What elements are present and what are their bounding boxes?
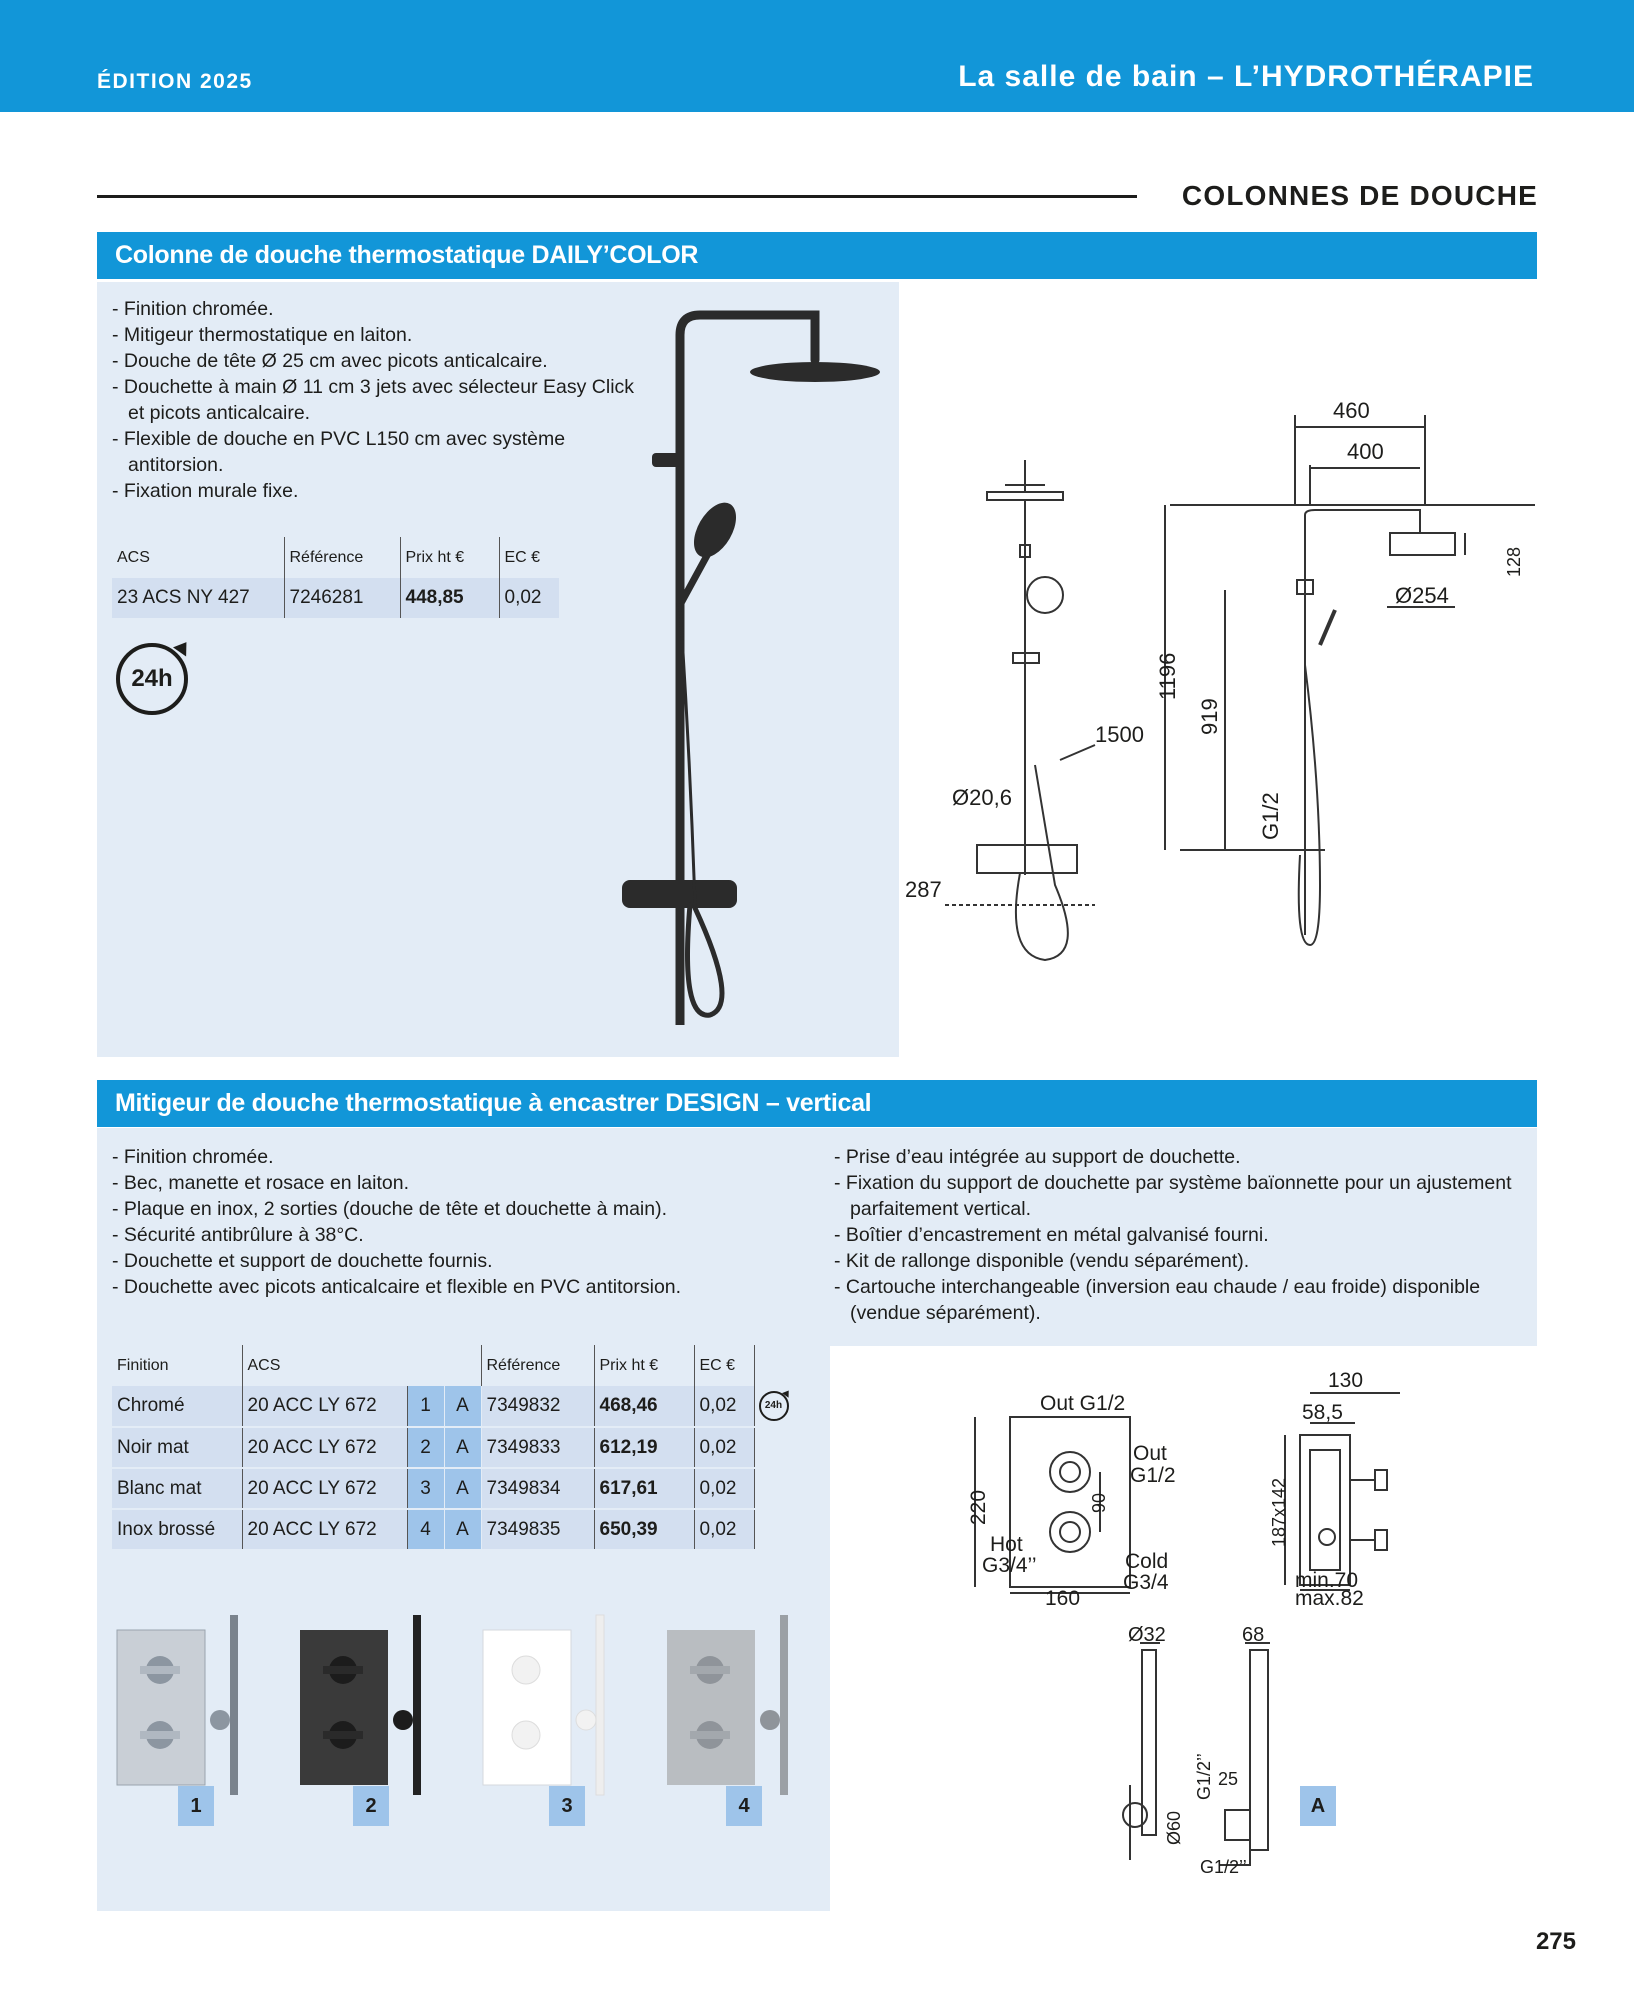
table-cell: 20 ACC LY 672 [242, 1509, 407, 1550]
table-row [112, 1468, 794, 1509]
table-cell: 20 ACC LY 672 [242, 1386, 407, 1427]
dim-206: Ø20,6 [952, 785, 1012, 810]
table-cell: Blanc mat [112, 1468, 242, 1509]
table-header: Prix ht € [400, 537, 499, 578]
section-rule [97, 195, 1137, 198]
badge-24h-icon: 24h [759, 1391, 789, 1421]
table-cell: 20 ACC LY 672 [242, 1468, 407, 1509]
dim-cold: Cold [1125, 1550, 1169, 1573]
table-cell: 0,02 [499, 578, 559, 619]
dim-box: 187x142 [1269, 1477, 1289, 1547]
dim-160: 160 [1045, 1587, 1081, 1610]
list-item: - Finition chromée. [112, 296, 652, 322]
list-item: - Boîtier d’encastrement en métal galvanisé fourni. [834, 1222, 1524, 1248]
table-header: ACS [112, 537, 284, 578]
product1-title-bar [97, 232, 1537, 279]
list-item: - Douchette à main Ø 11 cm 3 jets avec sélecteur Easy Click et picots anticalcaire. [112, 374, 652, 426]
product1-title: Colonne de douche thermostatique DAILY’COLOR [115, 241, 699, 269]
table-header: Référence [284, 537, 400, 578]
list-item: - Kit de rallonge disponible (vendu séparément). [834, 1248, 1524, 1274]
table-cell: 0,02 [694, 1468, 754, 1509]
table-cell: 0,02 [694, 1427, 754, 1468]
table-row [112, 1386, 794, 1427]
variant-label-2: 2 [353, 1786, 389, 1826]
list-item: - Douchette avec picots anticalcaire et flexible en PVC antitorsion. [112, 1274, 812, 1300]
dim-hot-g: G3/4’’ [982, 1554, 1037, 1577]
variant-cell: 4 [407, 1509, 444, 1550]
price-cell: 617,61 [594, 1468, 694, 1509]
table-row [112, 1427, 794, 1468]
variant-cell: 1 [407, 1386, 444, 1427]
table-cell: Chromé [112, 1386, 242, 1427]
dim-460: 460 [1333, 398, 1370, 423]
price-cell: 468,46 [594, 1386, 694, 1427]
dim-min: min.70 [1295, 1569, 1359, 1592]
table-cell: 0,02 [694, 1509, 754, 1550]
dim-g12a: G1/2’’ [1194, 1753, 1214, 1800]
accessory-cell: A [444, 1386, 481, 1427]
product2-title-bar [97, 1080, 1537, 1127]
list-item: - Cartouche interchangeable (inversion eau chaude / eau froide) disponible (vendue séparément). [834, 1274, 1524, 1326]
table-cell: 7246281 [284, 578, 400, 619]
page-heading: La salle de bain – L’HYDROTHÉRAPIE [958, 60, 1534, 93]
accessory-cell: A [444, 1468, 481, 1509]
table-header [444, 1345, 481, 1386]
mixer-dimension-labels [967, 1369, 1364, 1610]
table-cell: 23 ACS NY 427 [112, 578, 284, 619]
dim-out-g: G1/2 [1130, 1464, 1176, 1487]
dim-25: 25 [1218, 1769, 1239, 1789]
price-cell: 650,39 [594, 1509, 694, 1550]
variant-cell: 2 [407, 1427, 444, 1468]
page-number: 275 [1535, 1928, 1576, 1955]
side-view [1060, 415, 1535, 945]
product2-features-right [834, 1144, 1524, 1326]
product1-table [112, 537, 559, 620]
dim-400: 400 [1347, 439, 1384, 464]
dim-919: 919 [1197, 698, 1222, 735]
handshower-technical-drawing [1100, 1625, 1300, 1880]
variant-label-1: 1 [178, 1786, 214, 1826]
dim-128: 128 [1504, 546, 1524, 577]
table-header-row [112, 537, 559, 578]
price-cell: 448,85 [400, 578, 499, 619]
table-cell: 7349835 [481, 1509, 594, 1550]
accessory-cell: A [444, 1427, 481, 1468]
dim-287: 287 [905, 877, 942, 902]
section-title: COLONNES DE DOUCHE [1181, 180, 1538, 211]
dim-60: Ø60 [1164, 1810, 1184, 1845]
variant-label-3: 3 [549, 1786, 585, 1826]
table-row [112, 1509, 794, 1550]
list-item: - Fixation murale fixe. [112, 478, 652, 504]
table-cell: 7349834 [481, 1468, 594, 1509]
product1-technical-drawing [895, 385, 1545, 985]
variant-photo-brushed [662, 1610, 802, 1810]
accessory-label: A [1300, 1786, 1336, 1826]
mixer-technical-drawing [955, 1365, 1435, 1620]
list-item: - Prise d’eau intégrée au support de douchette. [834, 1144, 1524, 1170]
dim-68: 68 [1242, 1625, 1265, 1646]
dim-254: Ø254 [1395, 583, 1449, 608]
dim-out: Out [1133, 1442, 1167, 1465]
table-cell: 0,02 [694, 1386, 754, 1427]
product2-title: Mitigeur de douche thermostatique à encastrer DESIGN – vertical [115, 1089, 872, 1117]
variant-photo-chrome [112, 1610, 252, 1810]
dimension-labels [905, 398, 1524, 902]
dim-130: 130 [1328, 1369, 1364, 1392]
table-header: ACS [247, 1356, 281, 1374]
dim-g12b: G1/2’’ [1200, 1857, 1247, 1877]
table-cell: 7349833 [481, 1427, 594, 1468]
table-header [407, 1345, 444, 1386]
table-header: EC € [694, 1345, 754, 1386]
list-item: - Douchette et support de douchette fournis. [112, 1248, 812, 1274]
table-cell: Inox brossé [112, 1509, 242, 1550]
variant-label-4: 4 [726, 1786, 762, 1826]
variant-photo-black [295, 1610, 435, 1810]
dim-1500: 1500 [1095, 722, 1144, 747]
dim-max: max.82 [1295, 1587, 1364, 1610]
dim-32: Ø32 [1128, 1625, 1166, 1646]
front-view [945, 460, 1095, 960]
table-row [112, 578, 559, 619]
edition-label: ÉDITION 2025 [97, 70, 253, 93]
dim-58-5: 58,5 [1302, 1401, 1343, 1424]
dim-out-top: Out G1/2 [1040, 1392, 1126, 1415]
table-header: Prix ht € [594, 1345, 694, 1386]
list-item: - Douche de tête Ø 25 cm avec picots anticalcaire. [112, 348, 652, 374]
shower-column-photo [600, 305, 900, 1025]
table-header: Référence [481, 1345, 594, 1386]
badge-24h-icon: 24h [116, 643, 188, 715]
product2-table [112, 1345, 794, 1551]
variant-cell: 3 [407, 1468, 444, 1509]
list-item: - Mitigeur thermostatique en laiton. [112, 322, 652, 348]
table-cell: Noir mat [112, 1427, 242, 1468]
dim-220: 220 [967, 1489, 990, 1525]
list-item: - Finition chromée. [112, 1144, 812, 1170]
variant-photo-white [478, 1610, 618, 1810]
dim-g12: G1/2 [1258, 792, 1283, 840]
table-header-row [112, 1345, 794, 1386]
list-item: - Sécurité antibrûlure à 38°C. [112, 1222, 812, 1248]
table-header: Finition [112, 1345, 242, 1386]
table-cell: 7349832 [481, 1386, 594, 1427]
list-item: - Flexible de douche en PVC L150 cm avec système antitorsion. [112, 426, 652, 478]
product2-features-left [112, 1144, 812, 1300]
table-cell: 20 ACC LY 672 [242, 1427, 407, 1468]
badge-cell [754, 1386, 794, 1427]
product1-features [112, 296, 652, 504]
list-item: - Plaque en inox, 2 sorties (douche de tête et douchette à main). [112, 1196, 812, 1222]
dim-cold-g: G3/4 [1123, 1571, 1169, 1594]
accessory-cell: A [444, 1509, 481, 1550]
list-item: - Bec, manette et rosace en laiton. [112, 1170, 812, 1196]
price-cell: 612,19 [594, 1427, 694, 1468]
list-item: - Fixation du support de douchette par système baïonnette pour un ajustement parfaitement vertical. [834, 1170, 1524, 1222]
dim-1196: 1196 [1155, 652, 1180, 700]
table-header: EC € [504, 548, 541, 566]
dim-90: 90 [1089, 1492, 1109, 1513]
dim-hot: Hot [990, 1533, 1023, 1556]
header-band [0, 0, 1634, 112]
table-header [754, 1345, 794, 1386]
shower-column-illustration [622, 315, 880, 1025]
